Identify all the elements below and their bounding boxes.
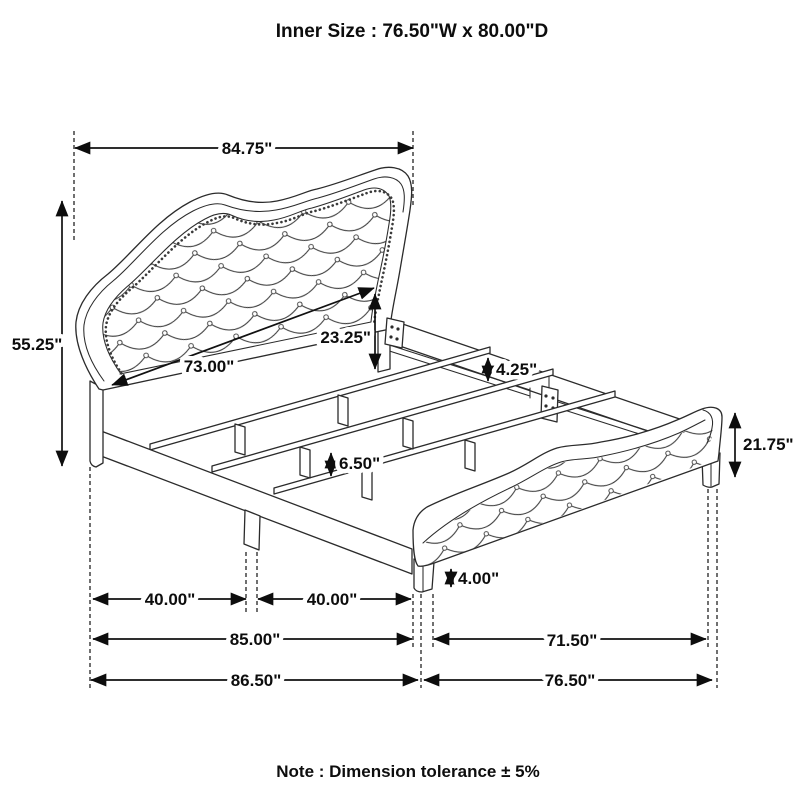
- tolerance-note: Note : Dimension tolerance ± 5%: [276, 762, 540, 781]
- footboard: [400, 400, 740, 592]
- dim-label: 40.00": [306, 590, 358, 609]
- dim-slat-leg: [331, 453, 380, 476]
- dim-label: 4.25": [496, 360, 538, 379]
- dim-label: 40.00": [144, 590, 196, 609]
- dim-label: 85.00": [229, 630, 281, 649]
- dim-label: 23.25": [320, 328, 371, 347]
- dim-footboard-width: [424, 671, 712, 690]
- dim-label: 73.00": [183, 357, 235, 376]
- dim-leg-span-b: [258, 590, 411, 609]
- dim-label: 21.75": [743, 435, 794, 454]
- dim-footboard-height: [735, 413, 794, 477]
- dim-label: 4.00": [458, 569, 500, 588]
- headboard-rail-bracket: [385, 318, 404, 348]
- dim-overall-length: [91, 671, 418, 690]
- dim-label: 76.50": [544, 671, 596, 690]
- dim-headboard-width: [75, 139, 413, 158]
- dim-label: 86.50": [230, 671, 282, 690]
- dim-footboard-leg: [451, 569, 499, 588]
- side-rail-center-leg: [244, 510, 260, 550]
- dim-label: 84.75": [221, 139, 273, 158]
- dim-label: 6.50": [339, 454, 381, 473]
- dim-rail-gap: [488, 358, 537, 381]
- dim-leg-span-a: [93, 590, 246, 609]
- dim-label: 55.25": [11, 335, 63, 354]
- dim-frame-length: [93, 630, 412, 649]
- dim-label: 71.50": [546, 631, 598, 650]
- inner-size-title: Inner Size : 76.50"W x 80.00"D: [275, 21, 549, 42]
- dim-inner-length: [434, 631, 706, 650]
- dim-headboard-height: [12, 201, 63, 466]
